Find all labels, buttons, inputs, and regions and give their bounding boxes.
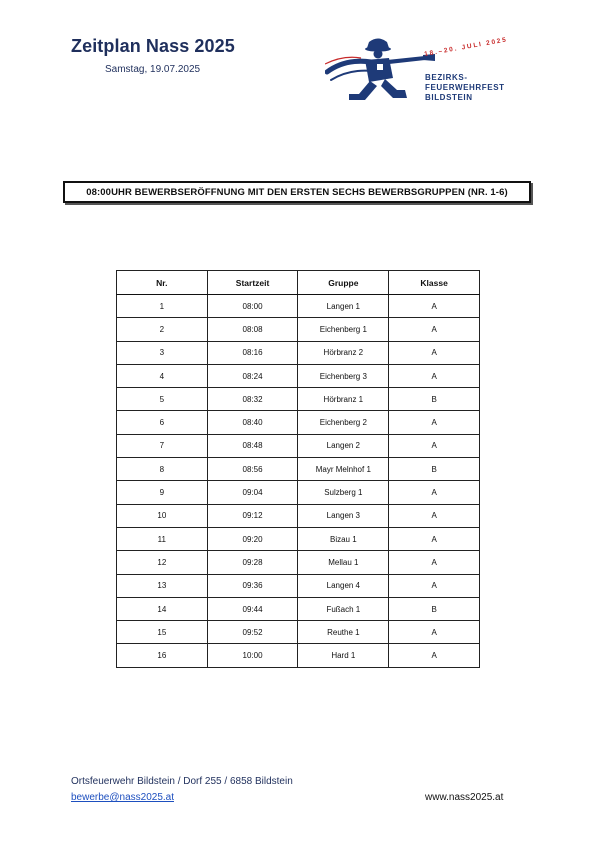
table-row xyxy=(117,341,480,364)
column-header-gruppe: Gruppe xyxy=(298,271,389,295)
cell-gruppe: Hörbranz 2 xyxy=(298,341,389,364)
cell-gruppe: Reuthe 1 xyxy=(298,621,389,644)
table-row xyxy=(117,504,480,527)
cell-klasse: A xyxy=(389,318,480,341)
cell-startzeit: 08:00 xyxy=(207,295,298,318)
table-row xyxy=(117,597,480,620)
cell-klasse: A xyxy=(389,574,480,597)
logo-line: BILDSTEIN xyxy=(425,93,473,102)
table-row xyxy=(117,621,480,644)
cell-startzeit: 09:12 xyxy=(207,504,298,527)
schedule-table-body xyxy=(117,295,480,668)
cell-startzeit: 08:48 xyxy=(207,434,298,457)
column-header-nr: Nr. xyxy=(117,271,208,295)
cell-gruppe: Langen 3 xyxy=(298,504,389,527)
cell-klasse: B xyxy=(389,388,480,411)
cell-gruppe: Bizau 1 xyxy=(298,527,389,550)
footer-website: www.nass2025.at xyxy=(425,792,504,803)
cell-nr: 3 xyxy=(117,341,208,364)
cell-startzeit: 08:40 xyxy=(207,411,298,434)
logo-line: BEZIRKS- xyxy=(425,73,468,82)
cell-startzeit: 09:20 xyxy=(207,527,298,550)
cell-klasse: A xyxy=(389,411,480,434)
table-row xyxy=(117,481,480,504)
cell-startzeit: 09:52 xyxy=(207,621,298,644)
table-row xyxy=(117,434,480,457)
cell-nr: 10 xyxy=(117,504,208,527)
table-row xyxy=(117,411,480,434)
cell-gruppe: Mayr Melnhof 1 xyxy=(298,458,389,481)
cell-startzeit: 09:36 xyxy=(207,574,298,597)
cell-gruppe: Eichenberg 2 xyxy=(298,411,389,434)
cell-nr: 16 xyxy=(117,644,208,667)
column-header-startzeit: Startzeit xyxy=(207,271,298,295)
cell-nr: 11 xyxy=(117,527,208,550)
cell-gruppe: Hörbranz 1 xyxy=(298,388,389,411)
cell-nr: 15 xyxy=(117,621,208,644)
cell-startzeit: 08:24 xyxy=(207,364,298,387)
cell-nr: 13 xyxy=(117,574,208,597)
cell-gruppe: Mellau 1 xyxy=(298,551,389,574)
table-header-row xyxy=(117,271,480,295)
opening-banner: 08:00UHR BEWERBSERÖFFNUNG MIT DEN ERSTEN SECHS BEWERBSGRUPPEN (NR. 1-6) xyxy=(63,181,531,203)
table-row xyxy=(117,388,480,411)
cell-klasse: A xyxy=(389,434,480,457)
cell-gruppe: Hard 1 xyxy=(298,644,389,667)
cell-nr: 9 xyxy=(117,481,208,504)
logo-line: FEUERWEHRFEST xyxy=(425,83,505,92)
cell-nr: 7 xyxy=(117,434,208,457)
table-row xyxy=(117,527,480,550)
logo-date-text: 18.–20. JULI 2025 xyxy=(423,36,509,58)
cell-startzeit: 09:04 xyxy=(207,481,298,504)
cell-klasse: A xyxy=(389,644,480,667)
cell-nr: 12 xyxy=(117,551,208,574)
cell-startzeit: 09:28 xyxy=(207,551,298,574)
cell-gruppe: Sulzberg 1 xyxy=(298,481,389,504)
cell-startzeit: 10:00 xyxy=(207,644,298,667)
cell-nr: 8 xyxy=(117,458,208,481)
table-row xyxy=(117,644,480,667)
column-header-klasse: Klasse xyxy=(389,271,480,295)
cell-klasse: A xyxy=(389,504,480,527)
cell-klasse: A xyxy=(389,295,480,318)
cell-nr: 4 xyxy=(117,364,208,387)
cell-startzeit: 09:44 xyxy=(207,597,298,620)
cell-nr: 2 xyxy=(117,318,208,341)
cell-startzeit: 08:08 xyxy=(207,318,298,341)
table-row xyxy=(117,295,480,318)
cell-klasse: A xyxy=(389,527,480,550)
cell-startzeit: 08:32 xyxy=(207,388,298,411)
cell-nr: 6 xyxy=(117,411,208,434)
cell-gruppe: Langen 1 xyxy=(298,295,389,318)
table-row xyxy=(117,551,480,574)
page-title: Zeitplan Nass 2025 xyxy=(71,36,235,56)
table-row xyxy=(117,364,480,387)
schedule-table xyxy=(116,270,480,668)
cell-gruppe: Fußach 1 xyxy=(298,597,389,620)
cell-klasse: B xyxy=(389,458,480,481)
page-date: Samstag, 19.07.2025 xyxy=(105,64,201,75)
logo-title xyxy=(425,73,505,103)
cell-gruppe: Eichenberg 1 xyxy=(298,318,389,341)
cell-nr: 14 xyxy=(117,597,208,620)
cell-klasse: B xyxy=(389,597,480,620)
cell-gruppe: Eichenberg 3 xyxy=(298,364,389,387)
table-row xyxy=(117,318,480,341)
cell-startzeit: 08:16 xyxy=(207,341,298,364)
cell-klasse: A xyxy=(389,551,480,574)
footer-email-link[interactable]: bewerbe@nass2025.at xyxy=(71,792,174,803)
cell-nr: 1 xyxy=(117,295,208,318)
footer-address: Ortsfeuerwehr Bildstein / Dorf 255 / 6858 Bildstein xyxy=(71,776,293,787)
cell-gruppe: Langen 4 xyxy=(298,574,389,597)
cell-klasse: A xyxy=(389,364,480,387)
cell-klasse: A xyxy=(389,481,480,504)
cell-gruppe: Langen 2 xyxy=(298,434,389,457)
cell-klasse: A xyxy=(389,341,480,364)
table-row xyxy=(117,574,480,597)
cell-klasse: A xyxy=(389,621,480,644)
cell-startzeit: 08:56 xyxy=(207,458,298,481)
table-row xyxy=(117,458,480,481)
cell-nr: 5 xyxy=(117,388,208,411)
